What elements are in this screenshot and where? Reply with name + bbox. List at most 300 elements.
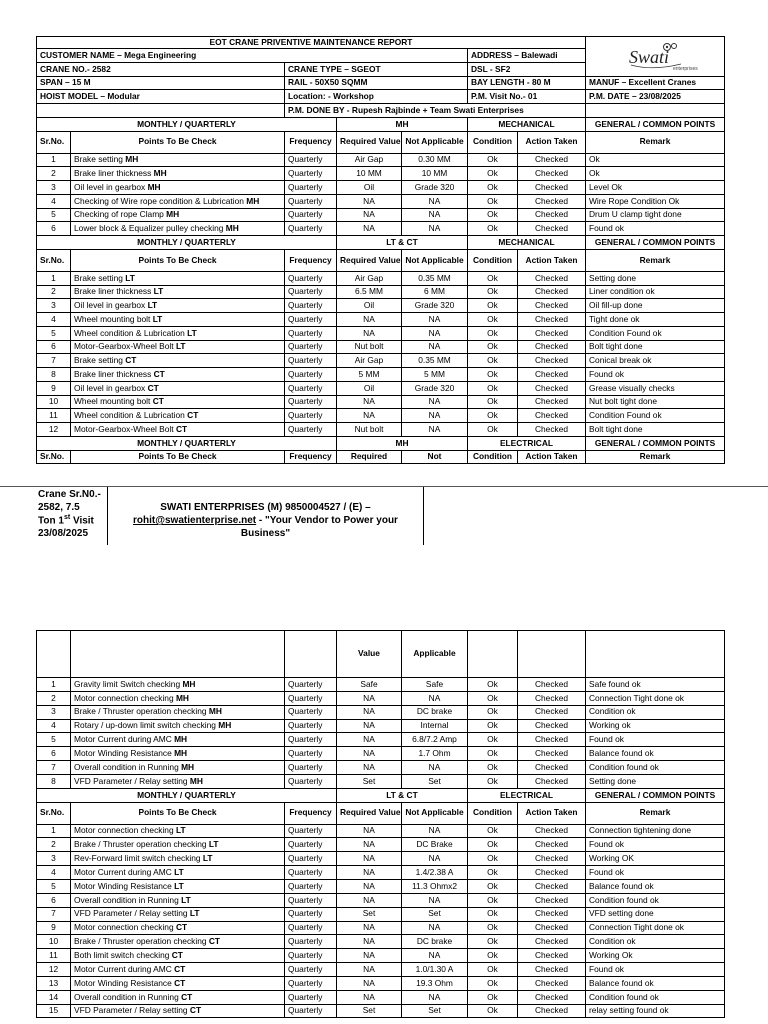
row-required-value: NA [337, 719, 402, 733]
row-remark: Bolt tight done [586, 423, 725, 437]
row-point [71, 719, 285, 733]
row-point [71, 381, 285, 395]
row-point-text: Motor connection checking [74, 692, 176, 703]
row-not-applicable: Set [402, 1004, 468, 1018]
row-point [71, 838, 285, 852]
row-point-unit: CT [153, 368, 165, 379]
row-remark: Condition ok [586, 705, 725, 719]
col-header-condition: Condition [468, 131, 518, 153]
row-action-taken: Checked [518, 733, 586, 747]
row-required-value: NA [337, 733, 402, 747]
rail: RAIL - 50X50 SQMM [285, 76, 468, 90]
row-point [71, 368, 285, 382]
col-header-required: Required Value [337, 249, 402, 271]
row-condition: Ok [468, 354, 518, 368]
row-srno: 4 [37, 719, 71, 733]
row-srno: 7 [37, 761, 71, 775]
row-condition: Ok [468, 222, 518, 236]
row-not-applicable: NA [402, 222, 468, 236]
row-frequency: Quarterly [285, 368, 337, 382]
row-remark: Bolt tight done [586, 340, 725, 354]
row-not-applicable: NA [402, 761, 468, 775]
manufacturer: MANUF – Excellent Cranes [586, 76, 725, 90]
row-srno: 14 [37, 990, 71, 1004]
row-action-taken: Checked [518, 990, 586, 1004]
row-point-unit: MH [153, 168, 167, 178]
col-header-applicable: Applicable [402, 631, 468, 678]
customer-name: CUSTOMER NAME – Mega Engineering [37, 49, 468, 63]
row-remark: Balance found ok [586, 747, 725, 761]
row-required-value: NA [337, 194, 402, 208]
row-action-taken: Checked [518, 167, 586, 181]
row-remark: Found ok [586, 838, 725, 852]
row-point [71, 181, 285, 195]
row-point [71, 879, 285, 893]
row-point-text: Both limit switch checking [74, 949, 172, 960]
row-required-value: Nut bolt [337, 423, 402, 437]
row-required-value: NA [337, 222, 402, 236]
table-row [37, 719, 725, 733]
col-header-condition: Condition [468, 450, 518, 464]
crane-no: CRANE NO.- 2582 [37, 62, 285, 76]
table-row [37, 194, 725, 208]
row-condition: Ok [468, 395, 518, 409]
row-action-taken: Checked [518, 313, 586, 327]
row-point [71, 678, 285, 692]
row-required-value: NA [337, 976, 402, 990]
row-frequency: Quarterly [285, 313, 337, 327]
row-frequency: Quarterly [285, 733, 337, 747]
row-frequency: Quarterly [285, 774, 337, 788]
dsl: DSL - SF2 [468, 62, 586, 76]
row-point-text: Checking of Wire rope condition & Lubrication [74, 195, 247, 206]
row-required-value: NA [337, 395, 402, 409]
row-frequency: Quarterly [285, 326, 337, 340]
row-condition: Ok [468, 299, 518, 313]
row-srno: 5 [37, 326, 71, 340]
row-condition: Ok [468, 181, 518, 195]
col-header-points: Points To Be Check [71, 131, 285, 153]
row-srno: 6 [37, 340, 71, 354]
location: Location: - Workshop [285, 90, 468, 104]
row-frequency: Quarterly [285, 761, 337, 775]
row-remark: Ok [586, 153, 725, 167]
row-point-text: Checking of rope Clamp [74, 209, 167, 220]
row-point [71, 824, 285, 838]
row-point-text: Rotary / up-down limit switch checking [74, 720, 219, 731]
row-point-text: Motor Current during AMC [74, 866, 175, 877]
row-required-value: Nut bolt [337, 340, 402, 354]
row-required-value: NA [337, 761, 402, 775]
row-srno: 3 [37, 181, 71, 195]
row-point [71, 313, 285, 327]
row-point [71, 963, 285, 977]
col-header-action: Action Taken [518, 249, 586, 271]
row-not-applicable: Grade 320 [402, 181, 468, 195]
row-srno: 7 [37, 907, 71, 921]
row-action-taken: Checked [518, 838, 586, 852]
row-action-taken: Checked [518, 381, 586, 395]
row-not-applicable: NA [402, 852, 468, 866]
row-remark: Connection Tight done ok [586, 921, 725, 935]
row-required-value: Set [337, 1004, 402, 1018]
footer-company-info [108, 487, 424, 545]
row-not-applicable: NA [402, 194, 468, 208]
row-remark: Conical break ok [586, 354, 725, 368]
row-condition: Ok [468, 893, 518, 907]
col-header-remark: Remark [586, 450, 725, 464]
table-row [37, 705, 725, 719]
row-point-text: Overall condition in Running [74, 894, 182, 905]
col-header-action: Action Taken [518, 450, 586, 464]
row-frequency: Quarterly [285, 747, 337, 761]
row-point [71, 935, 285, 949]
row-required-value: NA [337, 409, 402, 423]
table-row [37, 976, 725, 990]
row-point [71, 747, 285, 761]
row-frequency: Quarterly [285, 824, 337, 838]
col-header-remark: Remark [586, 249, 725, 271]
span: SPAN – 15 M [37, 76, 285, 90]
table-row [37, 208, 725, 222]
row-point-unit: LT [174, 866, 184, 877]
row-required-value: Oil [337, 181, 402, 195]
mh-electrical-rows [37, 678, 725, 789]
row-condition: Ok [468, 208, 518, 222]
row-action-taken: Checked [518, 326, 586, 340]
company-email-link[interactable]: rohit@swatienterprise.net [133, 515, 257, 526]
row-required-value: NA [337, 208, 402, 222]
row-condition: Ok [468, 691, 518, 705]
row-point [71, 354, 285, 368]
row-remark: Tight done ok [586, 313, 725, 327]
row-point-text: Motor Winding Resistance [74, 977, 175, 988]
row-required-value: 5 MM [337, 368, 402, 382]
col-header-not-applicable: Not Applicable [402, 249, 468, 271]
row-frequency: Quarterly [285, 691, 337, 705]
row-point-text: Brake liner thickness [74, 286, 154, 297]
pm-date: P.M. DATE – 23/08/2025 [586, 90, 725, 104]
row-required-value: Safe [337, 678, 402, 692]
table-row [37, 921, 725, 935]
row-not-applicable: Set [402, 774, 468, 788]
swati-logo-icon [595, 39, 715, 73]
row-remark: Working ok [586, 719, 725, 733]
row-srno: 10 [37, 935, 71, 949]
row-point-unit: LT [125, 272, 135, 283]
row-srno: 11 [37, 949, 71, 963]
row-srno: 2 [37, 838, 71, 852]
row-not-applicable: NA [402, 691, 468, 705]
table-row [37, 409, 725, 423]
row-remark: Found ok [586, 866, 725, 880]
row-point-unit: MH [225, 223, 239, 233]
section-general: GENERAL / COMMON POINTS [586, 117, 725, 131]
row-remark: Setting done [586, 271, 725, 285]
row-srno: 1 [37, 271, 71, 285]
table-row [37, 354, 725, 368]
table-row [37, 774, 725, 788]
row-srno: 3 [37, 705, 71, 719]
col-header-srno: Sr.No. [37, 450, 71, 464]
table-row [37, 222, 725, 236]
column-header-row [37, 249, 725, 271]
row-condition: Ok [468, 381, 518, 395]
col-header-points: Points To Be Check [71, 450, 285, 464]
row-action-taken: Checked [518, 423, 586, 437]
table-row [37, 761, 725, 775]
row-condition: Ok [468, 747, 518, 761]
mh-mechanical-section [37, 117, 725, 235]
table-row [37, 381, 725, 395]
row-frequency: Quarterly [285, 705, 337, 719]
row-srno: 13 [37, 976, 71, 990]
row-action-taken: Checked [518, 761, 586, 775]
row-srno: 5 [37, 208, 71, 222]
row-remark: relay setting found ok [586, 1004, 725, 1018]
col-header-srno: Sr.No. [37, 131, 71, 153]
row-condition: Ok [468, 963, 518, 977]
section-unit: MH [337, 117, 468, 131]
row-remark: Condition found ok [586, 761, 725, 775]
col-header-not-applicable: Not Applicable [402, 131, 468, 153]
row-remark: Drum U clamp tight done [586, 208, 725, 222]
row-point [71, 1004, 285, 1018]
row-required-value: Set [337, 774, 402, 788]
row-required-value: NA [337, 838, 402, 852]
table-row [37, 271, 725, 285]
row-remark: Level Ok [586, 181, 725, 195]
row-point-text: Brake / Thruster operation checking [74, 936, 209, 947]
row-point-unit: LT [147, 300, 158, 310]
table-row [37, 1004, 725, 1018]
row-required-value: NA [337, 852, 402, 866]
row-remark: Working Ok [586, 949, 725, 963]
row-frequency: Quarterly [285, 395, 337, 409]
row-point-unit: LT [175, 825, 186, 836]
row-condition: Ok [468, 733, 518, 747]
row-remark: Condition found ok [586, 893, 725, 907]
row-required-value: NA [337, 691, 402, 705]
row-remark: Setting done [586, 774, 725, 788]
report-title: EOT CRANE PRIVENTIVE MAINTENANCE REPORT [37, 37, 586, 49]
row-frequency: Quarterly [285, 990, 337, 1004]
col-header-required: Required [337, 450, 402, 464]
row-remark: Condition Found ok [586, 409, 725, 423]
row-point [71, 167, 285, 181]
row-required-value: NA [337, 879, 402, 893]
row-action-taken: Checked [518, 271, 586, 285]
row-required-value: NA [337, 705, 402, 719]
row-frequency: Quarterly [285, 1004, 337, 1018]
bay-length: BAY LENGTH - 80 M [468, 76, 586, 90]
row-point-text: Motor Winding Resistance [74, 880, 175, 891]
row-action-taken: Checked [518, 893, 586, 907]
row-not-applicable: 0.35 MM [402, 271, 468, 285]
table-row [37, 907, 725, 921]
row-required-value: NA [337, 747, 402, 761]
row-action-taken: Checked [518, 194, 586, 208]
row-point [71, 852, 285, 866]
row-frequency: Quarterly [285, 208, 337, 222]
row-action-taken: Checked [518, 222, 586, 236]
row-point-text: Brake setting [74, 272, 126, 283]
row-point-unit: LT [152, 313, 163, 324]
row-srno: 12 [37, 423, 71, 437]
table-row [37, 893, 725, 907]
row-point [71, 222, 285, 236]
hoist-model: HOIST MODEL – Modular [37, 90, 285, 104]
table-row [37, 313, 725, 327]
row-srno: 2 [37, 167, 71, 181]
col-header-remark: Remark [586, 802, 725, 824]
col-header-frequency: Frequency [285, 249, 337, 271]
section-general: GENERAL / COMMON POINTS [586, 236, 725, 250]
row-action-taken: Checked [518, 368, 586, 382]
row-srno: 12 [37, 963, 71, 977]
row-point-unit: CT [147, 382, 159, 393]
row-srno: 5 [37, 733, 71, 747]
row-remark: VFD setting done [586, 907, 725, 921]
row-required-value: Oil [337, 299, 402, 313]
row-required-value: NA [337, 963, 402, 977]
row-remark: Found ok [586, 733, 725, 747]
section-unit: LT & CT [337, 236, 468, 250]
row-not-applicable: 1.4/2.38 A [402, 866, 468, 880]
pm-visit-no: P.M. Visit No.- 01 [468, 90, 586, 104]
row-frequency: Quarterly [285, 409, 337, 423]
row-point-text: Brake liner thickness [74, 368, 154, 379]
row-remark: Condition Found ok [586, 326, 725, 340]
table-row [37, 368, 725, 382]
row-action-taken: Checked [518, 907, 586, 921]
row-srno: 2 [37, 691, 71, 705]
row-required-value: NA [337, 949, 402, 963]
row-point [71, 691, 285, 705]
row-srno: 3 [37, 299, 71, 313]
col-header-required: Required Value [337, 131, 402, 153]
row-condition: Ok [468, 313, 518, 327]
section-title-row [37, 236, 725, 250]
company-contact: SWATI ENTERPRISES (M) 9850004527 / (E) – [160, 502, 371, 513]
row-condition: Ok [468, 935, 518, 949]
section-unit: MH [337, 436, 468, 450]
col-header-not-applicable: Not Applicable [402, 802, 468, 824]
row-point-unit: CT [174, 977, 186, 988]
row-condition: Ok [468, 879, 518, 893]
row-point [71, 395, 285, 409]
row-frequency: Quarterly [285, 963, 337, 977]
row-frequency: Quarterly [285, 194, 337, 208]
row-frequency: Quarterly [285, 285, 337, 299]
row-point-unit: LT [202, 853, 213, 864]
col-header-condition: Condition [468, 802, 518, 824]
row-srno: 3 [37, 852, 71, 866]
row-action-taken: Checked [518, 879, 586, 893]
maintenance-report-table-page2 [36, 630, 725, 1018]
section-period: MONTHLY / QUARTERLY [37, 117, 337, 131]
row-frequency: Quarterly [285, 838, 337, 852]
row-not-applicable: Set [402, 907, 468, 921]
row-not-applicable: 1.7 Ohm [402, 747, 468, 761]
section-period: MONTHLY / QUARTERLY [37, 236, 337, 250]
row-remark: Balance found ok [586, 879, 725, 893]
row-point [71, 194, 285, 208]
row-point-text: Oil level in gearbox [74, 181, 148, 192]
row-point [71, 705, 285, 719]
row-point-text: Motor-Gearbox-Wheel Bolt [74, 423, 176, 434]
row-point-unit: MH [147, 181, 161, 192]
table-row [37, 733, 725, 747]
section-general: GENERAL / COMMON POINTS [586, 436, 725, 450]
page-footer [36, 487, 424, 545]
row-point-text: Overall condition in Running [74, 991, 182, 1002]
row-remark: Balance found ok [586, 976, 725, 990]
col-header-value: Value [337, 631, 402, 678]
row-not-applicable: 0.30 MM [402, 153, 468, 167]
row-not-applicable: Internal [402, 719, 468, 733]
section-type: MECHANICAL [468, 236, 586, 250]
row-condition: Ok [468, 761, 518, 775]
row-point-unit: MH [166, 209, 180, 220]
row-point-text: Brake liner thickness [74, 168, 154, 178]
col-header-action: Action Taken [518, 802, 586, 824]
pm-done-by: P.M. DONE BY - Rupesh Rajbinde + Team Swati Enterprises [285, 104, 586, 118]
row-point-text: Wheel condition & Lubrication [74, 327, 188, 338]
row-srno: 9 [37, 921, 71, 935]
row-condition: Ok [468, 949, 518, 963]
col-header-frequency: Frequency [285, 131, 337, 153]
table-row [37, 678, 725, 692]
row-point [71, 774, 285, 788]
section-title-row [37, 788, 725, 802]
row-required-value: Air Gap [337, 354, 402, 368]
row-point-unit: CT [175, 922, 188, 933]
row-srno: 9 [37, 381, 71, 395]
col-header-action: Action Taken [518, 131, 586, 153]
row-frequency: Quarterly [285, 354, 337, 368]
row-action-taken: Checked [518, 963, 586, 977]
row-point-unit: MH [218, 720, 232, 731]
row-point-unit: LT [153, 286, 164, 297]
col-header-remark: Remark [586, 131, 725, 153]
row-action-taken: Checked [518, 340, 586, 354]
table-row [37, 852, 725, 866]
row-point-unit: MH [181, 761, 195, 772]
column-header-row [37, 802, 725, 824]
row-frequency: Quarterly [285, 935, 337, 949]
row-action-taken: Checked [518, 285, 586, 299]
row-point-text: Gravity limit Switch checking [74, 678, 183, 689]
row-not-applicable: NA [402, 326, 468, 340]
row-point-text: Motor Current during AMC [74, 963, 175, 974]
table-row [37, 423, 725, 437]
row-srno: 15 [37, 1004, 71, 1018]
table-row [37, 990, 725, 1004]
row-action-taken: Checked [518, 208, 586, 222]
row-condition: Ok [468, 194, 518, 208]
row-point-text: Wheel mounting bolt [74, 396, 153, 407]
row-required-value: NA [337, 893, 402, 907]
row-point [71, 271, 285, 285]
row-condition: Ok [468, 368, 518, 382]
row-point-text: Motor connection checking [74, 825, 176, 836]
row-frequency: Quarterly [285, 181, 337, 195]
row-required-value: NA [337, 824, 402, 838]
row-point-unit: MH [175, 692, 189, 703]
row-point-unit: LT [174, 880, 184, 891]
row-point-unit: MH [182, 678, 196, 689]
